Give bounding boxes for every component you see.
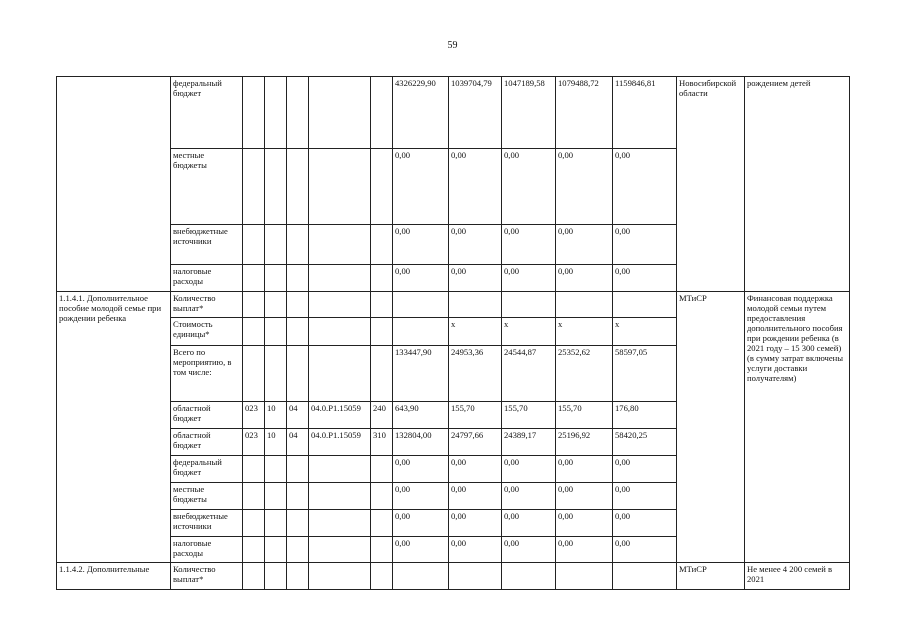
- source-cell: Всего по мероприятию, в том числе:: [171, 346, 243, 402]
- value-cell: х: [556, 318, 613, 346]
- table-row: [57, 77, 850, 149]
- rz-cell: 10: [265, 402, 287, 429]
- grbs-cell: 023: [243, 429, 265, 456]
- value-cell: 155,70: [556, 402, 613, 429]
- result-cell: Финансовая поддержка молодой семьи путем предоставления дополнительного пособия при рождении ребенка (в 2021 году – 15 300 семей) (в сумму затрат включены услуги доставки получателям): [745, 292, 850, 563]
- value-cell: 0,00: [393, 265, 449, 292]
- source-cell: местные бюджеты: [171, 483, 243, 510]
- value-cell: 0,00: [393, 149, 449, 225]
- value-cell: 133447,90: [393, 346, 449, 402]
- result-cell: рождением детей: [745, 77, 850, 292]
- vr-cell: 240: [371, 402, 393, 429]
- source-cell: Стоимость единицы*: [171, 318, 243, 346]
- csr-cell: 04.0.Р1.15059: [309, 402, 371, 429]
- source-cell: областной бюджет: [171, 429, 243, 456]
- value-cell: 176,80: [613, 402, 677, 429]
- value-cell: 1079488,72: [556, 77, 613, 149]
- value-cell: 155,70: [449, 402, 502, 429]
- value-cell: 1159846,81: [613, 77, 677, 149]
- value-cell: 0,00: [613, 265, 677, 292]
- value-cell: [449, 292, 502, 318]
- value-cell: 0,00: [556, 483, 613, 510]
- source-cell: местные бюджеты: [171, 149, 243, 225]
- source-cell: федеральный бюджет: [171, 456, 243, 483]
- value-cell: х: [613, 318, 677, 346]
- value-cell: 0,00: [556, 225, 613, 265]
- source-cell: внебюджетные источники: [171, 510, 243, 537]
- value-cell: 0,00: [449, 225, 502, 265]
- value-cell: х: [502, 318, 556, 346]
- value-cell: 58420,25: [613, 429, 677, 456]
- value-cell: 0,00: [613, 149, 677, 225]
- value-cell: [393, 318, 449, 346]
- value-cell: 24544,87: [502, 346, 556, 402]
- source-cell: Количество выплат*: [171, 563, 243, 590]
- rz-cell: 10: [265, 429, 287, 456]
- vr-cell: 310: [371, 429, 393, 456]
- value-cell: 0,00: [502, 149, 556, 225]
- value-cell: 0,00: [393, 483, 449, 510]
- value-cell: 0,00: [449, 265, 502, 292]
- value-cell: 0,00: [556, 456, 613, 483]
- grbs-cell: 023: [243, 402, 265, 429]
- executor-cell: МТиСР: [677, 563, 745, 590]
- value-cell: 25352,62: [556, 346, 613, 402]
- source-cell: Количество выплат*: [171, 292, 243, 318]
- value-cell: 0,00: [449, 483, 502, 510]
- pr-cell: 04: [287, 402, 309, 429]
- value-cell: 0,00: [556, 149, 613, 225]
- value-cell: 0,00: [393, 537, 449, 563]
- value-cell: 0,00: [613, 456, 677, 483]
- value-cell: 1047189,58: [502, 77, 556, 149]
- value-cell: 0,00: [556, 537, 613, 563]
- value-cell: 0,00: [613, 510, 677, 537]
- measure-name-cell: 1.1.4.2. Дополнительные: [57, 563, 171, 590]
- value-cell: 0,00: [502, 510, 556, 537]
- value-cell: 0,00: [449, 537, 502, 563]
- value-cell: 643,90: [393, 402, 449, 429]
- value-cell: 0,00: [449, 456, 502, 483]
- value-cell: 0,00: [613, 483, 677, 510]
- measure-name-cell: 1.1.4.1. Дополнительное пособие молодой семье при рождении ребенка: [57, 292, 171, 563]
- value-cell: 24953,36: [449, 346, 502, 402]
- value-cell: х: [449, 318, 502, 346]
- value-cell: 0,00: [393, 225, 449, 265]
- source-cell: внебюджетные источники: [171, 225, 243, 265]
- value-cell: [393, 292, 449, 318]
- value-cell: 24797,66: [449, 429, 502, 456]
- value-cell: 0,00: [502, 456, 556, 483]
- value-cell: 0,00: [393, 456, 449, 483]
- value-cell: 58597,05: [613, 346, 677, 402]
- value-cell: 0,00: [449, 149, 502, 225]
- executor-cell: Новосибирской области: [677, 77, 745, 292]
- source-cell: федеральный бюджет: [171, 77, 243, 149]
- value-cell: [502, 292, 556, 318]
- value-cell: 0,00: [556, 265, 613, 292]
- source-cell: областной бюджет: [171, 402, 243, 429]
- value-cell: 25196,92: [556, 429, 613, 456]
- value-cell: 0,00: [613, 537, 677, 563]
- value-cell: [613, 292, 677, 318]
- value-cell: 0,00: [449, 510, 502, 537]
- value-cell: [556, 292, 613, 318]
- program-table: [56, 76, 850, 590]
- source-cell: налоговые расходы: [171, 265, 243, 292]
- measure-name-cell: [57, 77, 171, 292]
- value-cell: 24389,17: [502, 429, 556, 456]
- value-cell: 0,00: [556, 510, 613, 537]
- value-cell: 1039704,79: [449, 77, 502, 149]
- value-cell: 0,00: [502, 483, 556, 510]
- table-row: [57, 292, 850, 318]
- executor-cell: МТиСР: [677, 292, 745, 563]
- value-cell: 0,00: [502, 265, 556, 292]
- source-cell: налоговые расходы: [171, 537, 243, 563]
- value-cell: 0,00: [613, 225, 677, 265]
- table-row: [57, 563, 850, 590]
- value-cell: 4326229,90: [393, 77, 449, 149]
- pr-cell: 04: [287, 429, 309, 456]
- value-cell: 0,00: [393, 510, 449, 537]
- value-cell: 0,00: [502, 225, 556, 265]
- page-number: 59: [447, 40, 458, 51]
- result-cell: Не менее 4 200 семей в 2021: [745, 563, 850, 590]
- value-cell: 0,00: [502, 537, 556, 563]
- value-cell: 132804,00: [393, 429, 449, 456]
- value-cell: 155,70: [502, 402, 556, 429]
- csr-cell: 04.0.Р1.15059: [309, 429, 371, 456]
